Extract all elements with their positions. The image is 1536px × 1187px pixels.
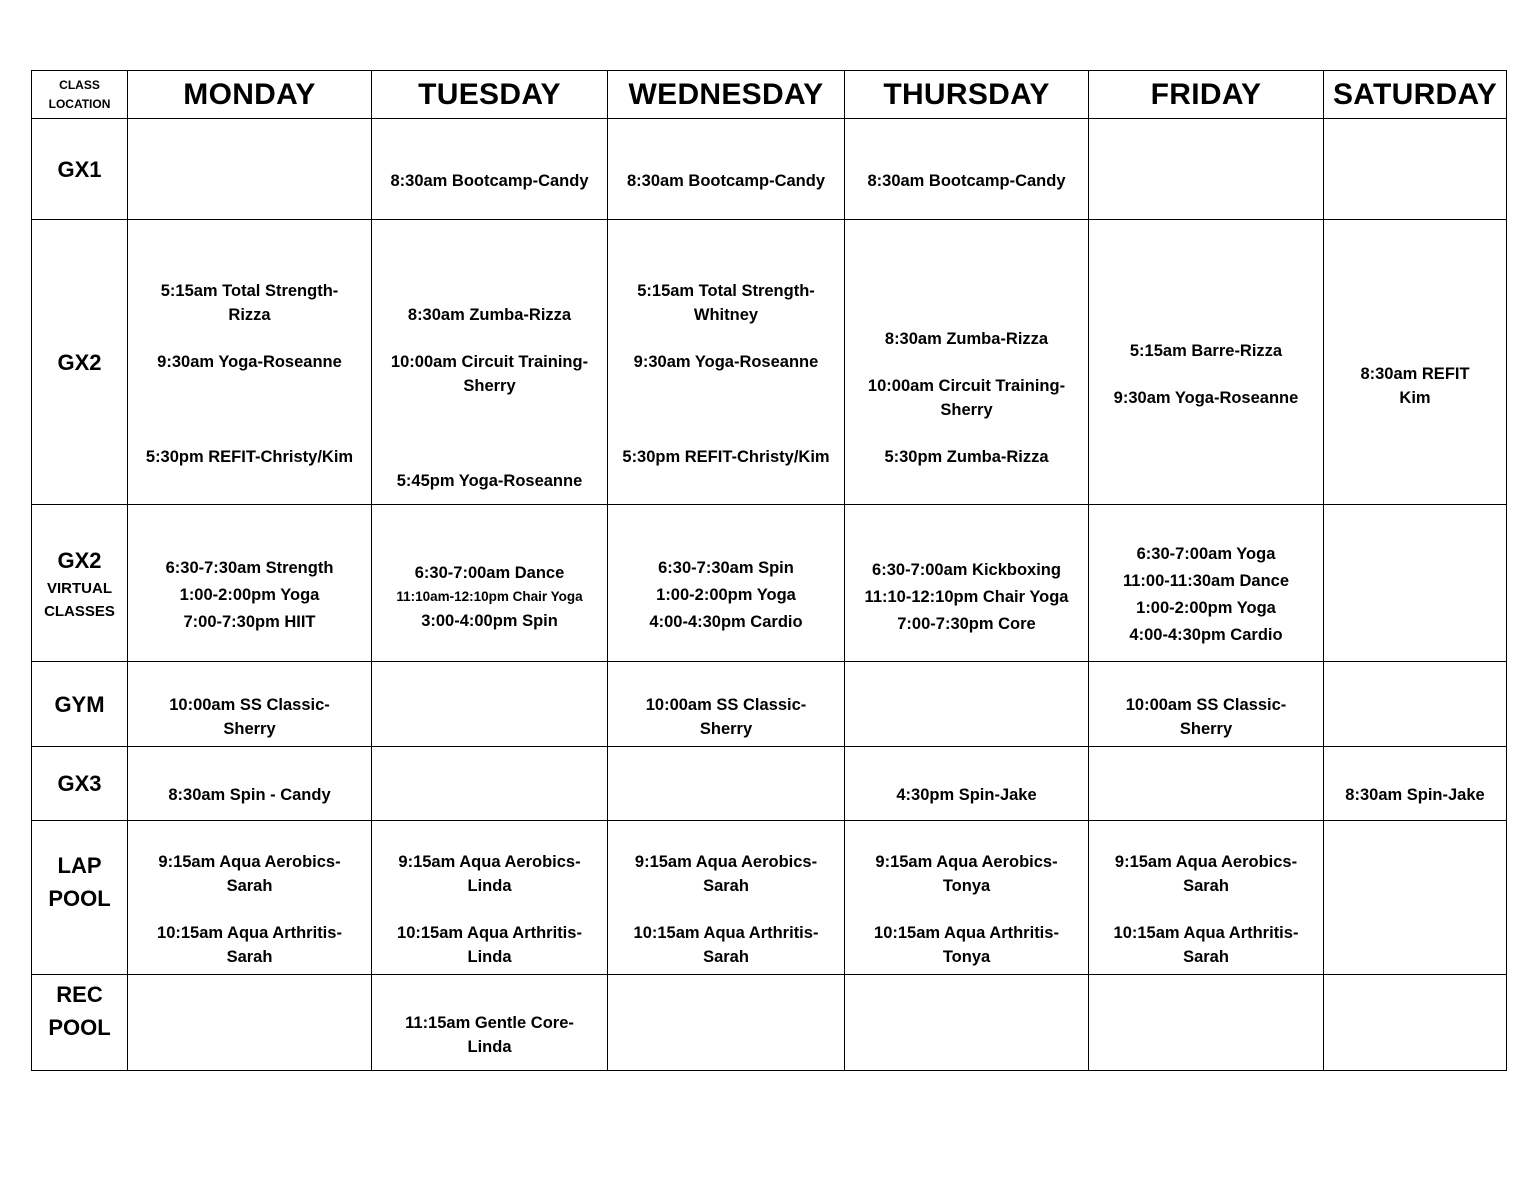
class-entry: 8:30am Zumba-Rizza xyxy=(407,306,572,324)
row-gx2 xyxy=(32,220,1507,505)
location-gx1: GX1 xyxy=(32,119,128,220)
class-entry: 10:15am Aqua Arthritis- Tonya xyxy=(874,924,1059,966)
cell-gym-saturday xyxy=(1324,662,1507,747)
cell-gx1-monday xyxy=(128,119,372,220)
cell-gx2-wednesday xyxy=(608,220,845,505)
class-entry: 10:00am Circuit Training- Sherry xyxy=(390,353,589,395)
cell-gx1-friday xyxy=(1089,119,1324,220)
cell-gx3-wednesday xyxy=(608,747,845,821)
cell-virtual-monday xyxy=(128,505,372,662)
class-entry: 1:00-2:00pm Yoga xyxy=(656,585,796,604)
class-schedule-table xyxy=(31,70,1507,1071)
class-entry: 10:00am SS Classic- Sherry xyxy=(645,695,807,738)
cell-gx3-friday xyxy=(1089,747,1324,821)
day-header-friday: FRIDAY xyxy=(1089,71,1324,119)
class-entry: 4:30pm Spin-Jake xyxy=(896,786,1037,804)
header-row xyxy=(32,71,1507,119)
cell-rec-saturday xyxy=(1324,975,1507,1071)
class-entry: 6:30-7:30am Spin xyxy=(658,558,794,577)
cell-rec-monday xyxy=(128,975,372,1071)
cell-gx3-tuesday xyxy=(372,747,608,821)
class-entry: 9:30am Yoga-Roseanne xyxy=(157,353,342,371)
cell-gx1-tuesday xyxy=(372,119,608,220)
class-entry: 5:30pm REFIT-Christy/Kim xyxy=(145,448,354,466)
class-entry: 9:15am Aqua Aerobics- Sarah xyxy=(634,853,818,895)
class-entry: 10:15am Aqua Arthritis- Sarah xyxy=(633,924,819,966)
cell-virtual-tuesday xyxy=(372,505,608,662)
cell-gx3-monday xyxy=(128,747,372,821)
cell-gym-thursday xyxy=(845,662,1089,747)
cell-virtual-saturday xyxy=(1324,505,1507,662)
cell-gx3-saturday xyxy=(1324,747,1507,821)
class-entry: 5:30pm Zumba-Rizza xyxy=(884,448,1049,466)
cell-lap-tuesday xyxy=(372,821,608,975)
cell-gym-monday xyxy=(128,662,372,747)
row-gx2-virtual xyxy=(32,505,1507,662)
class-entry: 9:15am Aqua Aerobics- Linda xyxy=(398,853,581,895)
row-lap-pool xyxy=(32,821,1507,975)
day-header-monday: MONDAY xyxy=(128,71,372,119)
class-entry: 1:00-2:00pm Yoga xyxy=(179,585,320,604)
class-entry: 9:15am Aqua Aerobics- Sarah xyxy=(158,853,341,895)
location-lap-pool: LAP POOL xyxy=(32,821,128,975)
class-entry: 10:00am Circuit Training- Sherry xyxy=(867,377,1066,419)
day-header-wednesday: WEDNESDAY xyxy=(608,71,845,119)
cell-lap-monday xyxy=(128,821,372,975)
class-entry: 7:00-7:30pm Core xyxy=(897,614,1036,633)
class-entry: 11:00-11:30am Dance xyxy=(1122,572,1290,590)
day-header-thursday: THURSDAY xyxy=(845,71,1089,119)
cell-gym-friday xyxy=(1089,662,1324,747)
class-entry: 10:15am Aqua Arthritis- Sarah xyxy=(157,924,342,966)
class-entry: 6:30-7:00am Yoga xyxy=(1136,545,1276,563)
class-entry: 9:15am Aqua Aerobics- Tonya xyxy=(875,853,1058,895)
location-sublabel: VIRTUAL CLASSES xyxy=(44,579,115,620)
cell-gx2-saturday xyxy=(1324,220,1507,505)
cell-virtual-thursday xyxy=(845,505,1089,662)
class-entry: 5:15am Barre-Rizza xyxy=(1129,341,1283,360)
cell-gym-tuesday xyxy=(372,662,608,747)
class-entry: 8:30am Spin-Jake xyxy=(1345,786,1485,804)
class-entry: 7:00-7:30pm HIIT xyxy=(183,612,316,631)
cell-rec-thursday xyxy=(845,975,1089,1071)
class-entry: 5:15am Total Strength- Whitney xyxy=(637,282,815,324)
row-gym xyxy=(32,662,1507,747)
row-gx1 xyxy=(32,119,1507,220)
class-entry: 3:00-4:00pm Spin xyxy=(421,612,558,630)
class-entry: 11:10-12:10pm Chair Yoga xyxy=(864,587,1069,606)
class-entry: 6:30-7:30am Strength xyxy=(165,558,334,577)
cell-rec-tuesday xyxy=(372,975,608,1071)
class-entry: 9:30am Yoga-Roseanne xyxy=(1113,388,1299,407)
cell-gx2-thursday xyxy=(845,220,1089,505)
cell-gx3-thursday xyxy=(845,747,1089,821)
cell-lap-saturday xyxy=(1324,821,1507,975)
cell-gx1-wednesday xyxy=(608,119,845,220)
class-entry: 4:00-4:30pm Cardio xyxy=(1129,626,1283,644)
cell-gx1-thursday xyxy=(845,119,1089,220)
class-entry: 8:30am Bootcamp-Candy xyxy=(867,172,1066,190)
class-entry: 4:00-4:30pm Cardio xyxy=(649,612,803,631)
cell-lap-thursday xyxy=(845,821,1089,975)
cell-virtual-wednesday xyxy=(608,505,845,662)
class-location-header: CLASS LOCATION xyxy=(32,71,128,119)
row-gx3 xyxy=(32,747,1507,821)
class-entry: 6:30-7:00am Kickboxing xyxy=(872,560,1061,579)
cell-virtual-friday xyxy=(1089,505,1324,662)
class-entry: 8:30am Zumba-Rizza xyxy=(884,330,1049,348)
cell-gx1-saturday xyxy=(1324,119,1507,220)
location-label: GX2 xyxy=(57,547,102,573)
cell-gx2-friday xyxy=(1089,220,1324,505)
location-rec-pool: REC POOL xyxy=(32,975,128,1071)
cell-rec-wednesday xyxy=(608,975,845,1071)
class-entry: 8:30am Bootcamp-Candy xyxy=(626,172,826,190)
cell-gym-wednesday xyxy=(608,662,845,747)
class-entry: 8:30am Spin - Candy xyxy=(168,786,331,804)
class-entry: 11:10am-12:10pm Chair Yoga xyxy=(396,589,583,604)
day-header-tuesday: TUESDAY xyxy=(372,71,608,119)
location-gx2-virtual xyxy=(32,505,128,662)
class-entry: 5:15am Total Strength- Rizza xyxy=(160,282,339,324)
cell-lap-friday xyxy=(1089,821,1324,975)
cell-lap-wednesday xyxy=(608,821,845,975)
location-gx3: GX3 xyxy=(32,747,128,821)
class-entry: 10:00am SS Classic- Sherry xyxy=(1125,695,1287,738)
class-entry: 10:15am Aqua Arthritis- Sarah xyxy=(1113,924,1299,966)
class-entry: 6:30-7:00am Dance xyxy=(414,564,565,582)
row-rec-pool xyxy=(32,975,1507,1071)
location-gym: GYM xyxy=(32,662,128,747)
location-gx2: GX2 xyxy=(32,220,128,505)
class-entry: 9:30am Yoga-Roseanne xyxy=(633,353,819,371)
cell-gx2-tuesday xyxy=(372,220,608,505)
class-entry: 5:45pm Yoga-Roseanne xyxy=(396,472,583,490)
day-header-saturday: SATURDAY xyxy=(1324,71,1507,119)
class-entry: 5:30pm REFIT-Christy/Kim xyxy=(622,448,830,466)
class-entry: 10:00am SS Classic- Sherry xyxy=(169,695,330,738)
cell-rec-friday xyxy=(1089,975,1324,1071)
class-entry: 8:30am REFIT Kim xyxy=(1360,365,1470,407)
class-entry: 8:30am Bootcamp-Candy xyxy=(390,172,589,190)
class-entry: 9:15am Aqua Aerobics- Sarah xyxy=(1114,853,1298,895)
class-entry: 10:15am Aqua Arthritis- Linda xyxy=(397,924,582,966)
class-entry: 11:15am Gentle Core- Linda xyxy=(405,1013,574,1056)
cell-gx2-monday xyxy=(128,220,372,505)
class-entry: 1:00-2:00pm Yoga xyxy=(1136,599,1276,617)
